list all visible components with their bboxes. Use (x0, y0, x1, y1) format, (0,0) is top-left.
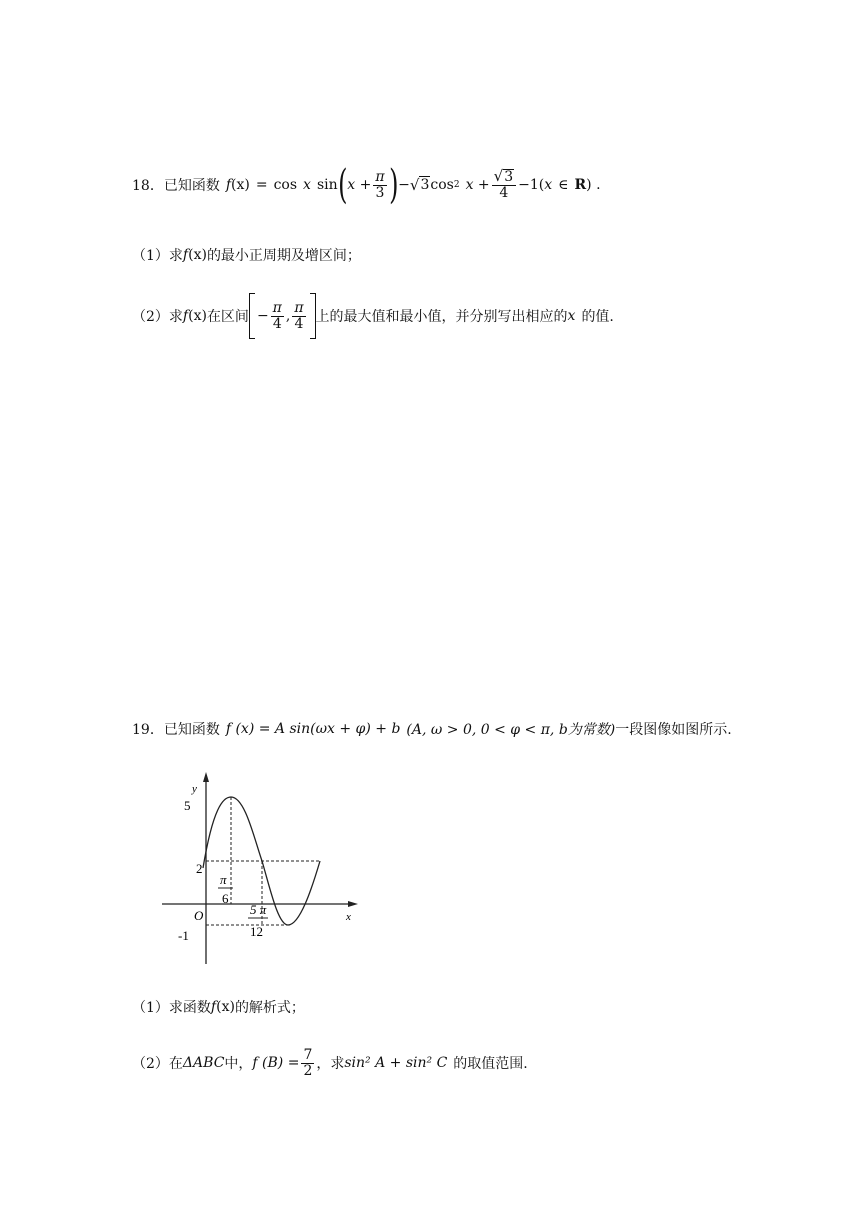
svg-text:5: 5 (184, 798, 191, 813)
svg-text:2: 2 (196, 861, 203, 876)
svg-text:π: π (220, 872, 227, 887)
sine-graph (158, 768, 378, 968)
q18-part2: （2）求 f (x) 在区间 − $\frac{\pi}{4}$ , $\frac{\pi}{4}$ 上的最大值和最小值，并分别写出相应的 x 的值. (132, 293, 614, 339)
svg-text:y: y (192, 783, 197, 795)
svg-text:6: 6 (222, 891, 229, 906)
q18-part1: （1）求 f (x) 的最小正周期及增区间； (132, 247, 361, 264)
q19-part1: （1）求函数 f (x) 的解析式； (132, 999, 305, 1016)
svg-text:5 π: 5 π (250, 902, 267, 917)
seven-halves: $\frac{7}{2}$ (303, 1046, 313, 1079)
left-paren: ( (337, 162, 348, 208)
svg-text:-1: -1 (178, 928, 189, 943)
sqrt-3: √ 3 (409, 176, 430, 194)
q18-number: 18． (132, 178, 164, 194)
svg-text:12: 12 (250, 924, 263, 939)
right-paren: ) (388, 162, 399, 208)
left-bracket (249, 293, 255, 339)
sqrt3-over-4: √ 3 4 (492, 169, 516, 200)
q19-statement: 19． 已知函数 f (x) = A sin(ωx + φ) + b (A, ω > 0, 0 < φ < π, b为常数) 一段图像如图所示. (132, 721, 732, 738)
pi-over-3: $\frac{\pi}{3}$ (375, 168, 385, 201)
svg-text:O: O (194, 908, 204, 923)
q19-part2: （2）在 ΔABC 中， f (B) = $\frac{7}{2}$ ，求 sin² A + sin² C 的取值范围. (132, 1046, 528, 1079)
q18-statement: 18． 已知函数 f (x) = cos x sin ( x + $\frac{\pi}{3}$ ) − √ 3 cos 2 x + √ 3 4 −1( x ∈ R ) . (132, 162, 601, 208)
q19-number: 19． (132, 722, 164, 738)
svg-text:x: x (346, 911, 351, 923)
